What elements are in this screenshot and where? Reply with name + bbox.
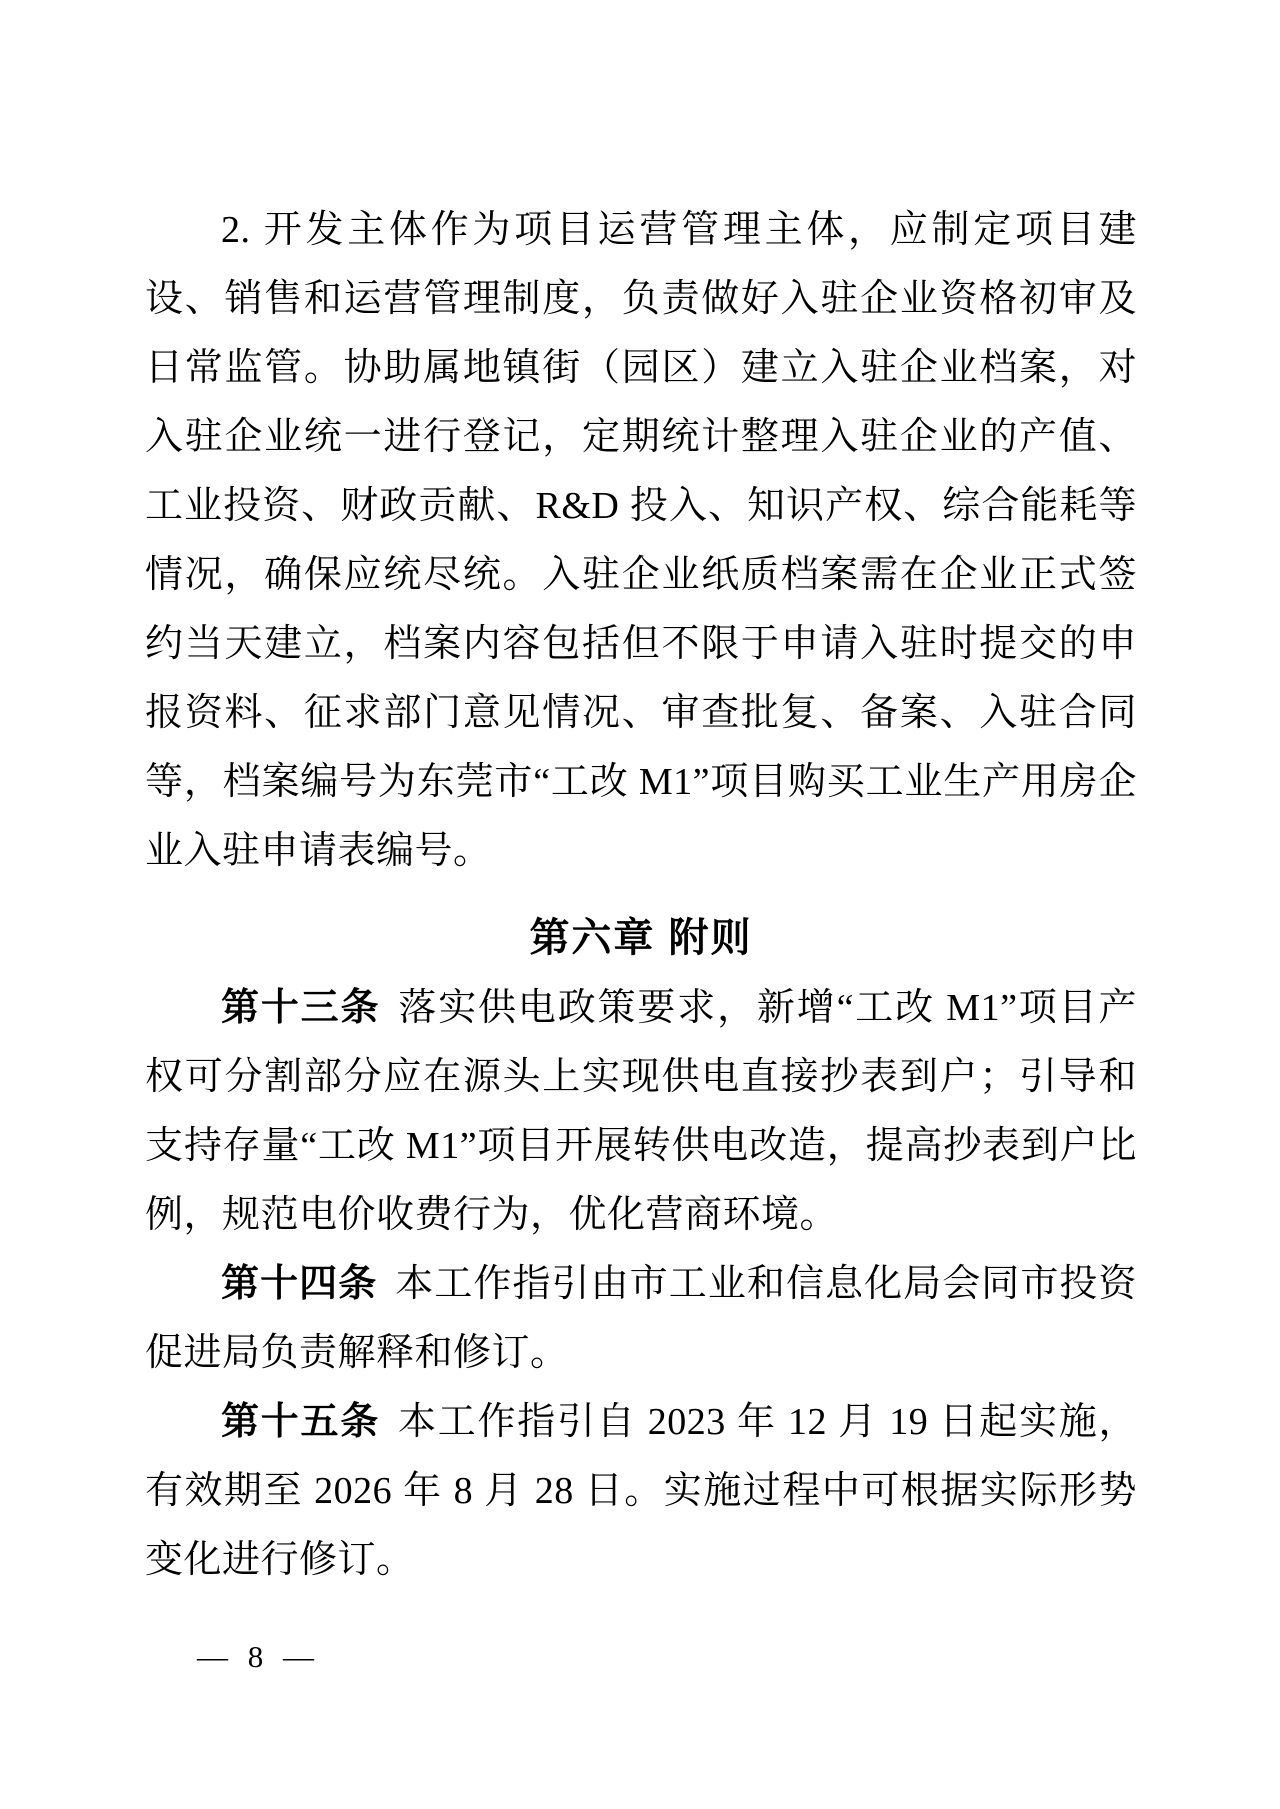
article-13 (145, 974, 1137, 1250)
article-14 (145, 1250, 1137, 1388)
body-paragraph: 2. 开发主体作为项目运营管理主体，应制定项目建设、销售和运营管理制度，负责做好入驻企业资格初审及日常监管。协助属地镇街（园区）建立入驻企业档案，对入驻企业统一进行登记，定期统计整理入驻企业的产值、工业投资、财政贡献、R&D 投入、知识产权、综合能耗等情况，确保应统尽统。入驻企业纸质档案需在企业正式签约当天建立，档案内容包括但不限于申请入驻时提交的申报资料、征求部门意见情况、审查批复、备案、入驻合同等，档案编号为东莞市“工改 M1”项目购买工业生产用房企业入驻申请表编号。 (145, 209, 1137, 872)
article-13-text: 落实供电政策要求，新增“工改 M1”项目产权可分割部分应在源头上实现供电直接抄表到户；引导和支持存量“工改 M1”项目开展转供电改造，提高抄表到户比例，规范电价收费行为，优化营商环境。 (145, 987, 1137, 1236)
article-15-text: 本工作指引自 2023 年 12 月 19 日起实施，有效期至 2026 年 8 月 28 日。实施过程中可根据实际形势变化进行修订。 (145, 1401, 1137, 1581)
chapter-heading: 第六章 附则 (529, 916, 753, 960)
page-content (145, 196, 1137, 1595)
article-15 (145, 1388, 1137, 1595)
article-15-label: 第十五条 (221, 1401, 380, 1443)
article-14-text: 本工作指引由市工业和信息化局会同市投资促进局负责解释和修订。 (145, 1263, 1137, 1374)
article-13-label: 第十三条 (221, 987, 381, 1029)
page-number: — 8 — (197, 1639, 320, 1674)
article-14-label: 第十四条 (221, 1263, 378, 1305)
